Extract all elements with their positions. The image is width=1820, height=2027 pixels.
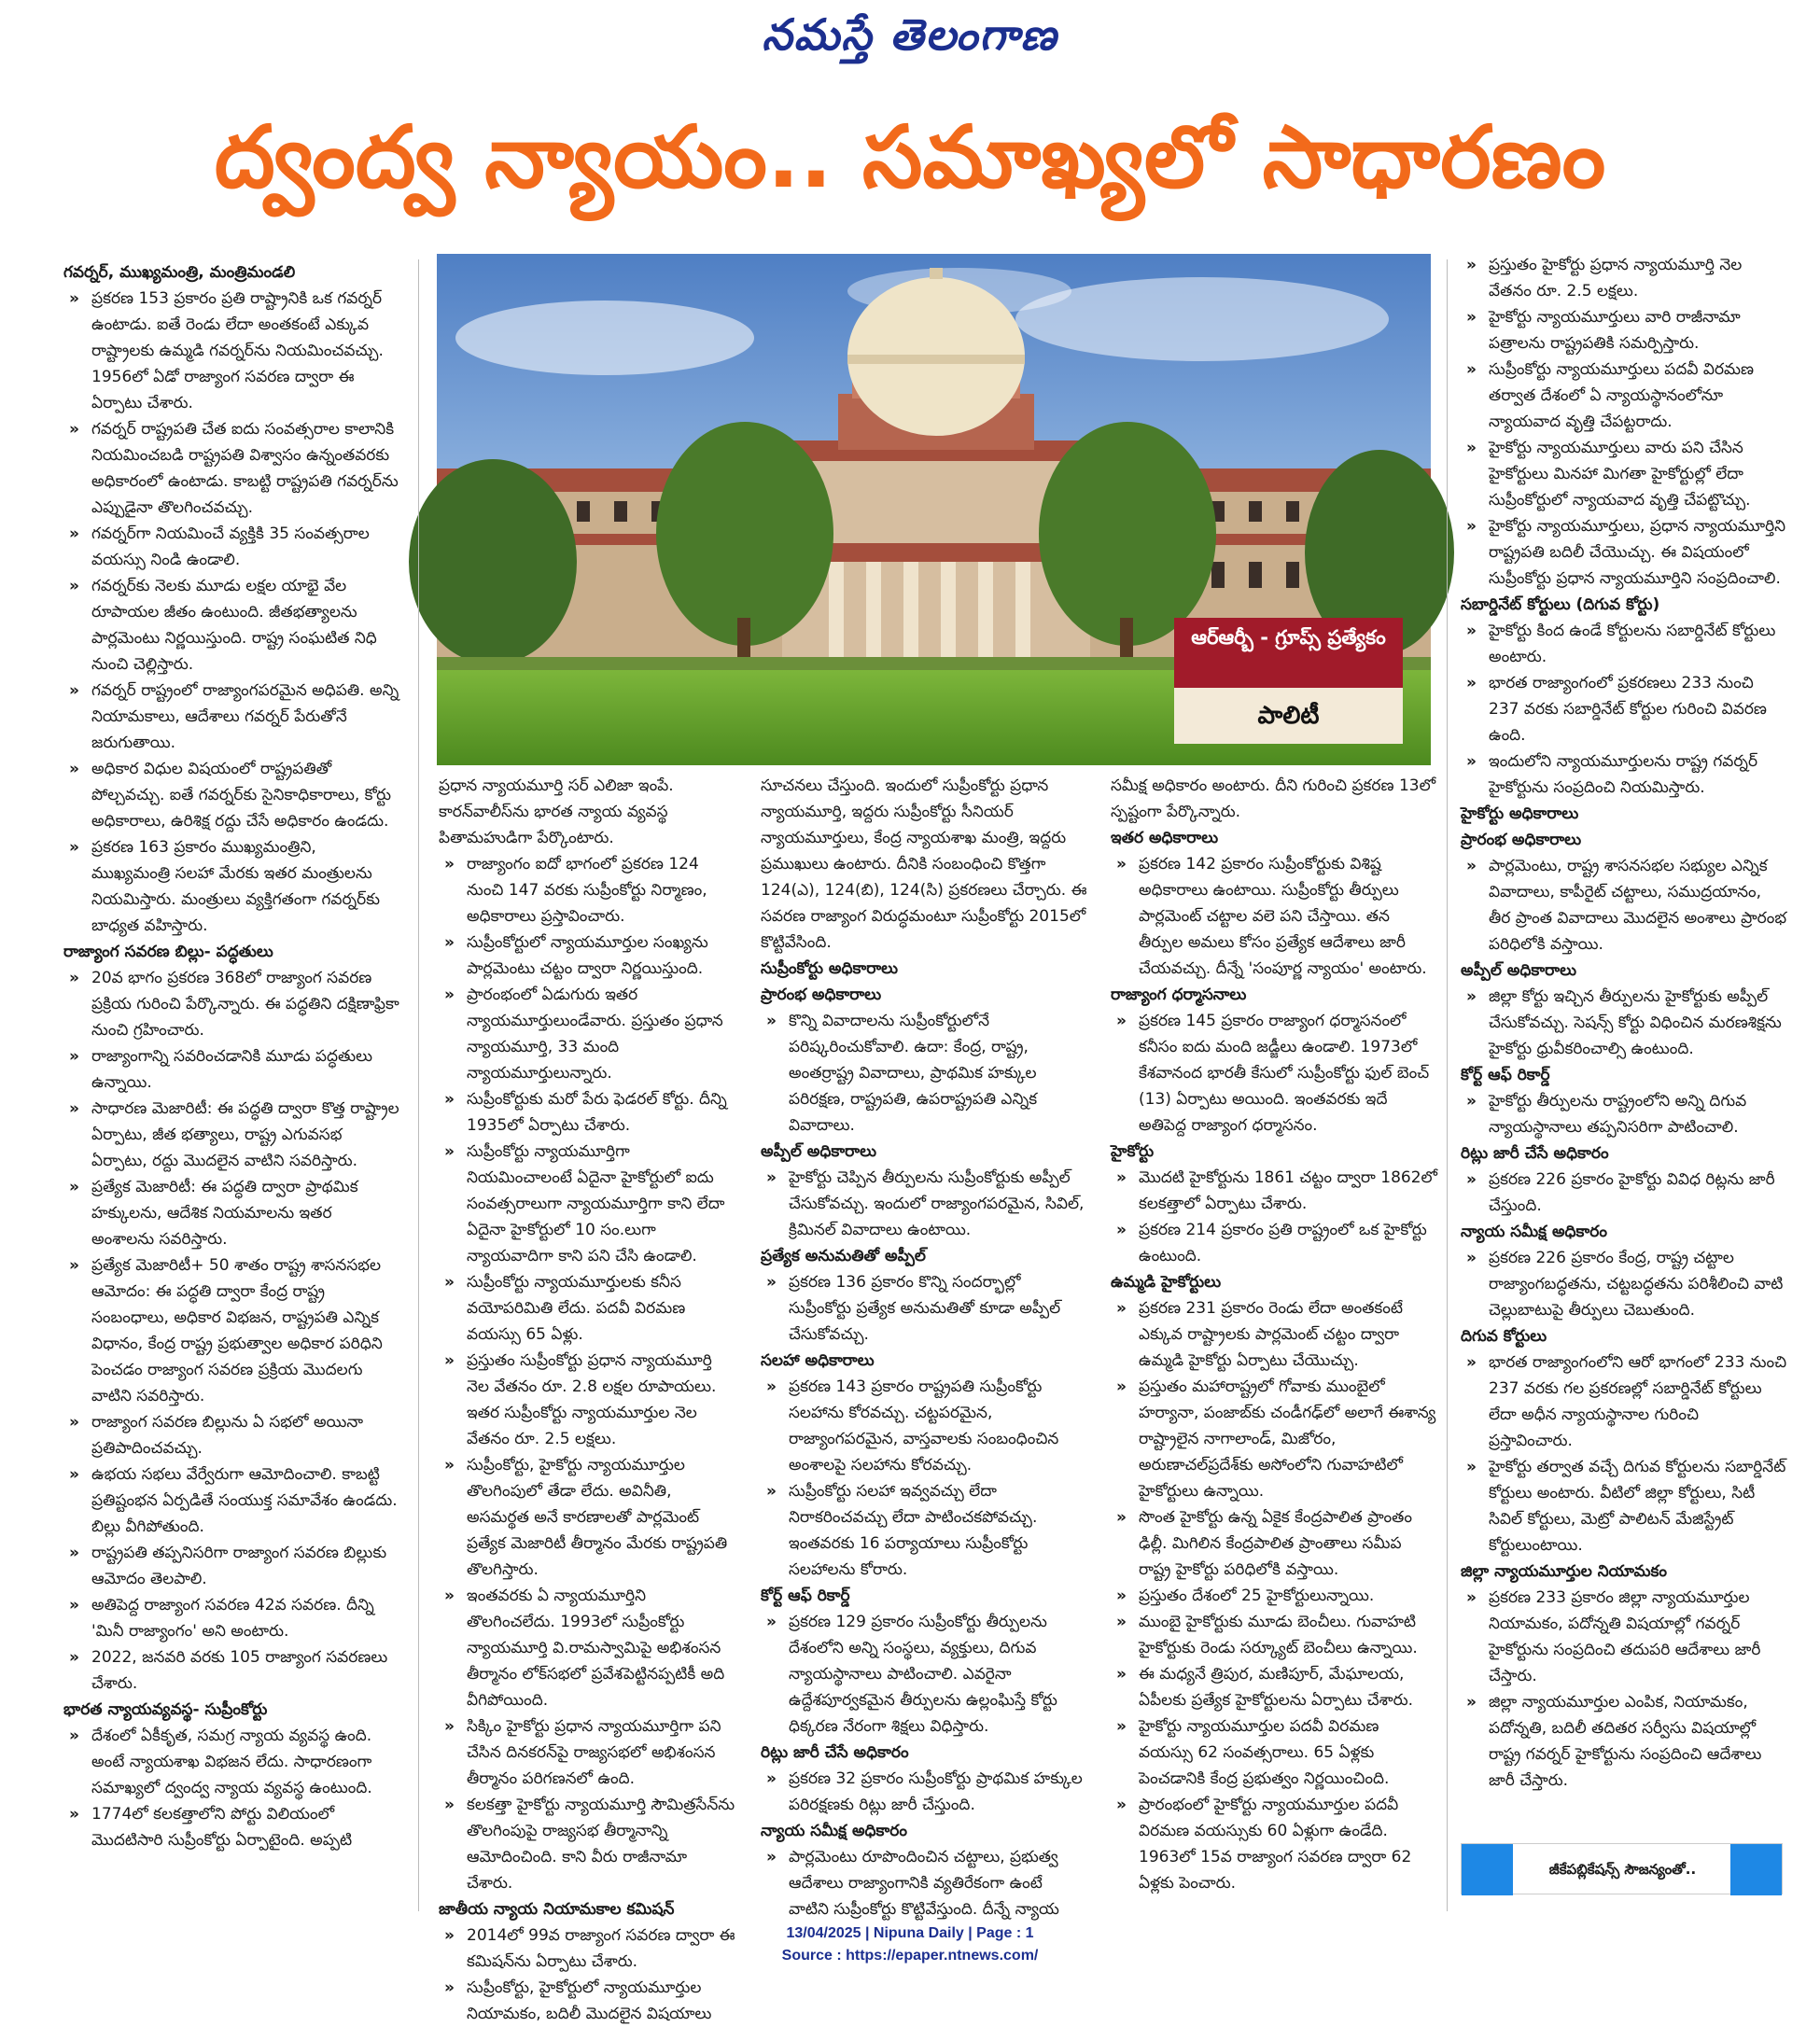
bullet-point: » సుప్రీంకోర్టు న్యాయమూర్తిగా నియమించాలంటే ఏదైనా హైకోర్టులో ఐదు సంవత్సరాలుగా న్యాయమూర్తిగా కాని లేదా ఏదైనా హైకోర్టులో 10 సం.లుగా న్యాయవాదిగా కాని పని చేసి ఉండాలి. [439,1139,737,1269]
paragraph: ప్రధాన న్యాయమూర్తి సర్ ఎలిజా ఇంపే. కారన్‌వాలీస్‌ను భారత న్యాయ వ్యవస్థ పితామహుడిగా పేర్కొంటారు. [439,776,674,847]
column-rule [418,259,419,1911]
section-heading: ప్రారంభ అధికారాలు [1461,831,1582,849]
bullet-point: » ప్రకరణ 32 ప్రకారం సుప్రీంకోర్టు ప్రాథమిక హక్కుల పరిరక్షణకు రిట్లు జారీ చేస్తుంది. [761,1766,1087,1818]
bullet-point: » హైకోర్టు న్యాయమూర్తులు వారు పని చేసిన హైకోర్టులు మినహా మిగతా హైకోర్టుల్లో లేదా సుప్రీంకోర్టులో న్యాయవాద వృత్తి చేపట్టొచ్చు. [1461,435,1787,513]
bullet-point: » మొదటి హైకోర్టును 1861 చట్టం ద్వారా 1862లో కలకత్తాలో ఏర్పాటు చేశారు. [1111,1165,1437,1217]
bullet-point: » ప్రస్తుతం మహారాష్ట్రలో గోవాకు ముంబైలో హర్యానా, పంజాబ్‌కు చండీగఢ్‌లో అలాగే ఈశాన్య రాష్ట్రాలైన నాగాలాండ్, మిజోరం, అరుణాచల్‌ప్రదేశ్‌కు అసోంలోని గువాహటిలో హైకోర్టులు ఉన్నాయి. [1111,1374,1437,1504]
section-heading: దిగువ కోర్టులు [1461,1327,1547,1346]
section-heading: ఇతర అధికారాలు [1111,829,1219,847]
bullet-point: » గవర్నర్‌కు నెలకు మూడు లక్షల యాభై వేల రూపాయల జీతం ఉంటుంది. జీతభత్యాలను పార్లమెంటు నిర్ణయిస్తుంది. రాష్ట్ర సంఘటిత నిధి నుంచి చెల్లిస్తారు. [63,573,399,678]
bullet-point: » పార్లమెంటు రూపొందించిన చట్టాలు, ప్రభుత్వ ఆదేశాలు రాజ్యాంగానికి వ్యతిరేకంగా ఉంటే వాటిని సుప్రీంకోర్టు కొట్టివేస్తుంది. దీన్నే న్యాయ [761,1844,1087,1922]
section-heading: ఉమ్మడి హైకోర్టులు [1111,1273,1222,1292]
credit-accent [1730,1844,1782,1895]
bullet-point: » ప్రకరణ 226 ప్రకారం కేంద్ర, రాష్ట్ర చట్టాల రాజ్యాంగబద్ధతను, చట్టబద్ధతను పరిశీలించి వాటి చెల్లుబాటుపై తీర్పులు చెబుతుంది. [1461,1245,1787,1323]
headline [37,107,1783,247]
bullet-point: » సిక్కిం హైకోర్టు ప్రధాన న్యాయమూర్తిగా పని చేసిన దినకరన్‌పై రాజ్యసభలో అభిశంసన తీర్మానం పరిగణనలో ఉంది. [439,1713,737,1792]
credit-accent [1462,1844,1513,1895]
page-footer [0,1922,1820,1967]
section-heading: జాతీయ న్యాయ నియామకాల కమిషన్ [439,1900,675,1919]
bullet-point: » ప్రకరణ 214 ప్రకారం ప్రతి రాష్ట్రంలో ఒక హైకోర్టు ఉంటుంది. [1111,1217,1437,1269]
section-heading: జిల్లా న్యాయమూర్తుల నియామకం [1461,1562,1667,1581]
bullet-point: » కలకత్తా హైకోర్టు న్యాయమూర్తి సౌమిత్రసేన్‌ను తొలగింపుపై రాజ్యసభ తీర్మానాన్ని ఆమోదించింది. కాని వీరు రాజీనామా చేశారు. [439,1792,737,1896]
paragraph: సూచనలు చేస్తుంది. ఇందులో సుప్రీంకోర్టు ప్రధాన న్యాయమూర్తి, ఇద్దరు సుప్రీంకోర్టు సీనియర్ న్యాయమూర్తులు, కేంద్ర న్యాయశాఖ మంత్రి, ఇద్దరు ప్రముఖులు ఉంటారు. దీనికి సంబంధించి కొత్తగా 124(ఎ), 124(బి), 124(సి) ప్రకరణలు చేర్చారు. ఈ సవరణ రాజ్యాంగ విరుద్ధమంటూ సుప్రీంకోర్టు 2015లో కొట్టివేసింది. [761,776,1087,952]
section-heading: రాజ్యాంగ సవరణ బిల్లు- పద్ధతులు [63,943,273,961]
bullet-point: » సుప్రీంకోర్టులో న్యాయమూర్తుల సంఖ్యను పార్లమెంటు చట్టం ద్వారా నిర్ణయిస్తుంది. [439,930,737,982]
bullet-point: » సుప్రీంకోర్టు సలహా ఇవ్వవచ్చు లేదా నిరాకరించవచ్చు లేదా పాటించకపోవచ్చు. ఇంతవరకు 16 పర్యాయాలు సుప్రీంకోర్టు సలహాలను కోరారు. [761,1478,1087,1583]
bullet-point: » ఈ మధ్యనే త్రిపుర, మణిపూర్, మేఘాలయ, ఏపీలకు ప్రత్యేక హైకోర్టులను ఏర్పాటు చేశారు. [1111,1661,1437,1713]
paragraph: సమీక్ష అధికారం అంటారు. దీని గురించి ప్రకరణ 13లో స్పష్టంగా పేర్కొన్నారు. [1111,776,1436,821]
bullet-point: » ప్రకరణ 231 ప్రకారం రెండు లేదా అంతకంటే ఎక్కువ రాష్ట్రాలకు పార్లమెంట్ చట్టం ద్వారా ఉమ్మడి హైకోర్టు ఏర్పాటు చేయొచ్చు. [1111,1295,1437,1374]
bullet-point: » ప్రకరణ 145 ప్రకారం రాజ్యాంగ ధర్మాసనంలో కనీసం ఐదు మంది జడ్జీలు ఉండాలి. 1973లో కేశవానంద భారతీ కేసులో సుప్రీంకోర్టు ఫుల్ బెంచ్ (13) ఏర్పాటు అయింది. ఇంతవరకు ఇదే అతిపెద్ద రాజ్యాంగ ధర్మాసనం. [1111,1008,1437,1139]
credit-box [1461,1843,1783,1894]
bullet-point: » రాజ్యాంగం ఐదో భాగంలో ప్రకరణ 124 నుంచి 147 వరకు సుప్రీంకోర్టు నిర్మాణం, అధికారాలు ప్రస్తావించారు. [439,851,737,930]
bullet-point: » ప్రస్తుతం దేశంలో 25 హైకోర్టులున్నాయి. [1111,1583,1437,1609]
bullet-point: » 2022, జనవరి వరకు 105 రాజ్యాంగ సవరణలు చేశారు. [63,1644,399,1697]
bullet-point: » భారత రాజ్యాంగంలోని ఆరో భాగంలో 233 నుంచి 237 వరకు గల ప్రకరణల్లో సబార్డినేట్ కోర్టులు లేదా అధీన న్యాయస్థానాల గురించి ప్రస్తావించారు. [1461,1349,1787,1454]
bullet-point: » భారత రాజ్యాంగంలో ప్రకరణలు 233 నుంచి 237 వరకు సబార్డినేట్ కోర్టుల గురించి వివరణ ఉంది. [1461,670,1787,748]
masthead [0,9,1820,75]
bullet-point: » 20వ భాగం ప్రకరణ 368లో రాజ్యాంగ సవరణ ప్రక్రియ గురించి పేర్కొన్నారు. ఈ పద్ధతిని దక్షిణాఫ్రికా నుంచి గ్రహించారు. [63,965,399,1043]
bullet-point: » గవర్నర్‌గా నియమించే వ్యక్తికి 35 సంవత్సరాల వయస్సు నిండి ఉండాలి. [63,521,399,573]
masthead-title: నమస్తే తెలంగాణ [762,9,1058,60]
bullet-point: » ప్రకరణ 233 ప్రకారం జిల్లా న్యాయమూర్తుల నియామకం, పదోన్నతి విషయాల్లో గవర్నర్ హైకోర్టును సంప్రదించి తదుపరి ఆదేశాలు జారీ చేస్తారు. [1461,1585,1787,1689]
bullet-point: » ప్రకరణ 226 ప్రకారం హైకోర్టు వివిధ రిట్లను జారీ చేస్తుంది. [1461,1167,1787,1219]
section-heading: అప్పీల్ అధికారాలు [1461,961,1577,980]
bullet-point: » హైకోర్టు కింద ఉండే కోర్టులను సబార్డినేట్ కోర్టులు అంటారు. [1461,618,1787,670]
section-heading: ప్రత్యేక అనుమతితో అప్పీల్ [761,1247,926,1265]
column-rule [1447,259,1448,1911]
section-heading: న్యాయ సమీక్ష అధికారం [761,1822,907,1840]
bullet-point: » సుప్రీంకోర్టు న్యాయమూర్తులు పదవీ విరమణ తర్వాత దేశంలో ఏ న్యాయస్థానంలోనూ న్యాయవాద వృత్తి చేపట్టరాదు. [1461,356,1787,435]
bullet-point: » ప్రత్యేక మెజారిటీ: ఈ పద్ధతి ద్వారా ప్రాథమిక హక్కులను, ఆదేశిక నియమాలను ఇతర అంశాలను సవరిస్తారు. [63,1174,399,1252]
section-heading: సుప్రీంకోర్టు అధికారాలు [761,959,899,978]
bullet-point: » రాజ్యాంగ సవరణ బిల్లును ఏ సభలో అయినా ప్రతిపాదించవచ్చు. [63,1409,399,1461]
bullet-point: » గవర్నర్ రాష్ట్రంలో రాజ్యాంగపరమైన అధిపతి. అన్ని నియామకాలు, ఆదేశాలు గవర్నర్ పేరుతోనే జరుగుతాయి. [63,678,399,756]
column-3 [761,773,1087,1919]
bullet-point: » హైకోర్టు న్యాయమూర్తులు వారి రాజీనామా పత్రాలను రాష్ట్రపతికి సమర్పిస్తారు. [1461,304,1787,356]
section-heading: సబార్డినేట్ కోర్టులు (దిగువ కోర్టు) [1461,595,1660,614]
headline-text: ద్వంద్వ న్యాయం.. సమాఖ్యలో సాధారణం [214,107,1606,207]
bullet-point: » సుప్రీంకోర్టుకు మరో పేరు ఫెడరల్ కోర్టు. దీన్ని 1935లో ఏర్పాటు చేశారు. [439,1086,737,1139]
section-heading: సలహా అధికారాలు [761,1351,875,1370]
section-heading: హైకోర్టు [1111,1142,1155,1161]
bullet-point: » సొంత హైకోర్టు ఉన్న ఏకైక కేంద్రపాలిత ప్రాంతం ఢిల్లీ. మిగిలిన కేంద్రపాలిత ప్రాంతాలు సమీప రాష్ట్ర హైకోర్టు పరిధిలోకి వస్తాయి. [1111,1504,1437,1583]
bullet-point: » జిల్లా కోర్టు ఇచ్చిన తీర్పులను హైకోర్టుకు అప్పీల్ చేసుకోవచ్చు. సెషన్స్ కోర్టు విధించిన మరణశిక్షను హైకోర్టు ధ్రువీకరించాల్సి ఉంటుంది. [1461,984,1787,1062]
bullet-point: » 2014లో 99వ రాజ్యాంగ సవరణ ద్వారా ఈ కమిషన్‌ను ఏర్పాటు చేశారు. [439,1922,737,1975]
bullet-point: » కొన్ని వివాదాలను సుప్రీంకోర్టులోనే పరిష్కరించుకోవాలి. ఉదా: కేంద్ర, రాష్ట్ర, అంతర్రాష్ట్ర వివాదాలు, ప్రాథమిక హక్కుల పరిరక్షణ, రాష్ట్రపతి, ఉపరాష్ట్రపతి ఎన్నిక వివాదాలు. [761,1008,1087,1139]
section-badge [1174,618,1403,744]
bullet-point: » ముంబై హైకోర్టుకు మూడు బెంచీలు. గువాహటి హైకోర్టుకు రెండు సర్క్యూట్ బెంచీలు ఉన్నాయి. [1111,1609,1437,1661]
bullet-point: » హైకోర్టు చెప్పిన తీర్పులను సుప్రీంకోర్టుకు అప్పీల్ చేసుకోవచ్చు. ఇందులో రాజ్యాంగపరమైన, సివిల్, క్రిమినల్ వివాదాలు ఉంటాయి. [761,1165,1087,1243]
bullet-point: » సుప్రీంకోర్టు, హైకోర్టు న్యాయమూర్తుల తొలగింపులో తేడా లేదు. అవినీతి, అసమర్థత అనే కారణాలతో పార్లమెంట్ ప్రత్యేక మెజారిటీ తీర్మానం మేరకు రాష్ట్రపతి తొలగిస్తారు. [439,1452,737,1583]
bullet-point: » సాధారణ మెజారిటీ: ఈ పద్ధతి ద్వారా కొత్త రాష్ట్రాల ఏర్పాటు, జీత భత్యాలు, రాష్ట్ర ఎగువసభ ఏర్పాటు, రద్దు మొదలైన వాటిని సవరిస్తారు. [63,1096,399,1174]
bullet-point: » జిల్లా న్యాయమూర్తుల ఎంపిక, నియామకం, పదోన్నతి, బదిలీ తదితర సర్వీసు విషయాల్లో రాష్ట్ర గవర్నర్ హైకోర్టును సంప్రదించి ఆదేశాలు జారీ చేస్తారు. [1461,1689,1787,1794]
bullet-point: » హైకోర్టు తీర్పులను రాష్ట్రంలోని అన్ని దిగువ న్యాయస్థానాలు తప్పనిసరిగా పాటించాలి. [1461,1088,1787,1140]
bullet-point: » ఇందులోని న్యాయమూర్తులను రాష్ట్ర గవర్నర్ హైకోర్టును సంప్రదించి నియమిస్తారు. [1461,748,1787,801]
bullet-point: » ప్రారంభంలో హైకోర్టు న్యాయమూర్తుల పదవీ విరమణ వయస్సుకు 60 ఏళ్లుగా ఉండేది. 1963లో 15వ రాజ్యాంగ సవరణ ద్వారా 62 ఏళ్లకు పెంచారు. [1111,1792,1437,1896]
bullet-point: » ప్రకరణ 136 ప్రకారం కొన్ని సందర్భాల్లో సుప్రీంకోర్టు ప్రత్యేక అనుమతితో కూడా అప్పీల్ చేసుకోవచ్చు. [761,1269,1087,1348]
bullet-point: » ఉభయ సభలు వేర్వేరుగా ఆమోదించాలి. కాబట్టి ప్రతిష్టంభన ఏర్పడితే సంయుక్త సమావేశం ఉండదు. బిల్లు వీగిపోతుంది. [63,1461,399,1540]
bullet-point: » పార్లమెంటు, రాష్ట్ర శాసనసభల సభ్యుల ఎన్నిక వివాదాలు, కాపీరైట్ చట్టాలు, సముద్రయానం, తీర ప్రాంత వివాదాలు మొదలైన అంశాలు ప్రారంభ పరిధిలోకి వస్తాయి. [1461,853,1787,958]
column-5 [1461,252,1787,1876]
bullet-point: » సుప్రీంకోర్టు న్యాయమూర్తులకు కనీస వయోపరిమితి లేదు. పదవీ విరమణ వయస్సు 65 ఏళ్లు. [439,1269,737,1348]
column-2 [439,773,737,2023]
bullet-point: » ప్రస్తుతం సుప్రీంకోర్టు ప్రధాన న్యాయమూర్తి నెల వేతనం రూ. 2.8 లక్షల రూపాయలు. ఇతర సుప్రీంకోర్టు న్యాయమూర్తుల నెల వేతనం రూ. 2.5 లక్షలు. [439,1348,737,1452]
bullet-point: » సుప్రీంకోర్టు, హైకోర్టులో న్యాయమూర్తుల నియామకం, బదిలీ మొదలైన విషయాలు [439,1975,737,2027]
bullet-point: » ప్రకరణ 153 ప్రకారం ప్రతి రాష్ట్రానికి ఒక గవర్నర్ ఉంటాడు. ఐతే రెండు లేదా అంతకంటే ఎక్కువ రాష్ట్రాలకు ఉమ్మడి గవర్నర్‌ను నియమించవచ్చు. 1956లో ఏడో రాజ్యాంగ సవరణ ద్వారా ఈ ఏర్పాటు చేశారు. [63,286,399,416]
footer-date-line: 13/04/2025 | Nipuna Daily | Page : 1 [786,1925,1034,1941]
bullet-point: » ప్రారంభంలో ఏడుగురు ఇతర న్యాయమూర్తులుండేవారు. ప్రస్తుతం ప్రధాన న్యాయమూర్తి, 33 మంది న్యాయమూర్తులున్నారు. [439,982,737,1086]
bullet-point: » 1774లో కలకత్తాలోని పోర్టు విలియంలో మొదటిసారి సుప్రీంకోర్టు ఏర్పాటైంది. అప్పటి [63,1801,399,1853]
section-heading: గవర్నర్, ముఖ్యమంత్రి, మంత్రిమండలి [63,263,296,282]
section-heading: కోర్ట్ ఆఫ్ రికార్డ్ [1461,1066,1550,1084]
bullet-point: » రాజ్యాంగాన్ని సవరించడానికి మూడు పద్ధతులు ఉన్నాయి. [63,1043,399,1096]
section-heading: ప్రారంభ అధికారాలు [761,986,882,1004]
bullet-point: » ప్రకరణ 142 ప్రకారం సుప్రీంకోర్టుకు విశిష్ట అధికారాలు ఉంటాయి. సుప్రీంకోర్టు తీర్పులు పార్లమెంట్ చట్టాల వలె పని చేస్తాయి. తన తీర్పుల అమలు కోసం ప్రత్యేక ఆదేశాలు జారీ చేయవచ్చు. దీన్నే 'సంపూర్ణ న్యాయం' అంటారు. [1111,851,1437,982]
bullet-point: » ప్రకరణ 143 ప్రకారం రాష్ట్రపతి సుప్రీంకోర్టు సలహాను కోరవచ్చు. చట్టపరమైన, రాజ్యాంగపరమైన, వాస్తవాలకు సంబంధించిన అంశాలపై సలహాను కోరవచ్చు. [761,1374,1087,1478]
bullet-point: » గవర్నర్ రాష్ట్రపతి చేత ఐదు సంవత్సరాల కాలానికి నియమించబడి రాష్ట్రపతి విశ్వాసం ఉన్నంతవరకు అధికారంలో ఉంటాడు. కాబట్టి రాష్ట్రపతి గవర్నర్‌ను ఎప్పుడైనా తొలగించవచ్చు. [63,416,399,521]
section-heading: అప్పీల్ అధికారాలు [761,1142,877,1161]
bullet-point: » ప్రత్యేక మెజారిటీ+ 50 శాతం రాష్ట్ర శాసనసభల ఆమోదం: ఈ పద్ధతి ద్వారా కేంద్ర రాష్ట్ర సంబంధాలు, అధికార విభజన, రాష్ట్రపతి ఎన్నిక విధానం, కేంద్ర రాష్ట్ర ప్రభుత్వాల అధికార పరిధిని పెంచడం రాజ్యాంగ సవరణ ప్రక్రియ మొదలగు వాటిని సవరిస్తారు. [63,1252,399,1409]
bullet-point: » దేశంలో ఏకీకృత, సమగ్ర న్యాయ వ్యవస్థ ఉంది. అంటే న్యాయశాఖ విభజన లేదు. సాధారణంగా సమాఖ్యలో ద్వంద్వ న్యాయ వ్యవస్థ ఉంటుంది. [63,1723,399,1801]
section-heading: రాజ్యాంగ ధర్మాసనాలు [1111,986,1247,1004]
credit-text: జీకేపబ్లికేషన్స్ సౌజన్యంతో.. [1548,1861,1697,1878]
bullet-point: » అధికార విధుల విషయంలో రాష్ట్రపతితో పోల్చవచ్చు. ఐతే గవర్నర్‌కు సైనికాధికారాలు, కోర్టు అధికారాలు, ఉరిశిక్ష రద్దు చేసే అధికారం ఉండదు. [63,756,399,834]
bullet-point: » రాష్ట్రపతి తప్పనిసరిగా రాజ్యాంగ సవరణ బిల్లుకు ఆమోదం తెలపాలి. [63,1540,399,1592]
section-heading: కోర్ట్ ఆఫ్ రికార్డ్ [761,1587,850,1605]
column-1 [63,259,399,1911]
section-heading: భారత న్యాయవ్యవస్థ- సుప్రీంకోర్టు [63,1700,268,1719]
bullet-point: » హైకోర్టు తర్వాత వచ్చే దిగువ కోర్టులను సబార్డినేట్ కోర్టులు అంటారు. వీటిలో జిల్లా కోర్టులు, సిటీ సివిల్ కోర్టులు, మెట్రో పాలిటన్ మేజిస్ట్రేట్ కోర్టులుంటాయి. [1461,1454,1787,1559]
bullet-point: » ప్రకరణ 129 ప్రకారం సుప్రీంకోర్టు తీర్పులను దేశంలోని అన్ని సంస్థలు, వ్యక్తులు, దిగువ న్యాయస్థానాలు పాటించాలి. ఎవరైనా ఉద్దేశపూర్వకమైన తీర్పులను ఉల్లంఘిస్తే కోర్టు ధిక్కరణ నేరంగా శిక్షలు విధిస్తారు. [761,1609,1087,1740]
footer-source-line: Source : https://epaper.ntnews.com/ [781,1948,1039,1964]
badge-top: ఆర్ఆర్బీ - గ్రూప్స్ ప్రత్యేకం [1174,618,1403,688]
badge-bottom: పాలిటీ [1174,688,1403,744]
section-heading: న్యాయ సమీక్ష అధికారం [1461,1223,1607,1241]
bullet-point: » ఇంతవరకు ఏ న్యాయమూర్తిని తొలగించలేదు. 1993లో సుప్రీంకోర్టు న్యాయమూర్తి వి.రామస్వామిపై అభిశంసన తీర్మానం లోక్‌సభలో ప్రవేశపెట్టినప్పటికీ అది వీగిపోయింది. [439,1583,737,1713]
bullet-point: » హైకోర్టు న్యాయమూర్తులు, ప్రధాన న్యాయమూర్తిని రాష్ట్రపతి బదిలీ చేయొచ్చు. ఈ విషయంలో సుప్రీంకోర్టు ప్రధాన న్యాయమూర్తిని సంప్రదించాలి. [1461,513,1787,592]
bullet-point: » ప్రస్తుతం హైకోర్టు ప్రధాన న్యాయమూర్తి నెల వేతనం రూ. 2.5 లక్షలు. [1461,252,1787,304]
section-heading: హైకోర్టు అధికారాలు [1461,804,1579,823]
section-heading: రిట్లు జారీ చేసే అధికారం [1461,1144,1609,1163]
bullet-point: » ప్రకరణ 163 ప్రకారం ముఖ్యమంత్రిని, ముఖ్యమంత్రి సలహా మేరకు ఇతర మంత్రులను నియమిస్తారు. మంత్రులు వ్యక్తిగతంగా గవర్నర్‌కు బాధ్యత వహిస్తారు. [63,834,399,939]
bullet-point: » హైకోర్టు న్యాయమూర్తుల పదవీ విరమణ వయస్సు 62 సంవత్సరాలు. 65 ఏళ్లకు పెంచడానికి కేంద్ర ప్రభుత్వం నిర్ణయించింది. [1111,1713,1437,1792]
section-heading: రిట్లు జారీ చేసే అధికారం [761,1743,909,1762]
column-4 [1111,773,1437,1911]
bullet-point: » అతిపెద్ద రాజ్యాంగ సవరణ 42వ సవరణ. దీన్ని 'మినీ రాజ్యాంగం' అని అంటారు. [63,1592,399,1644]
